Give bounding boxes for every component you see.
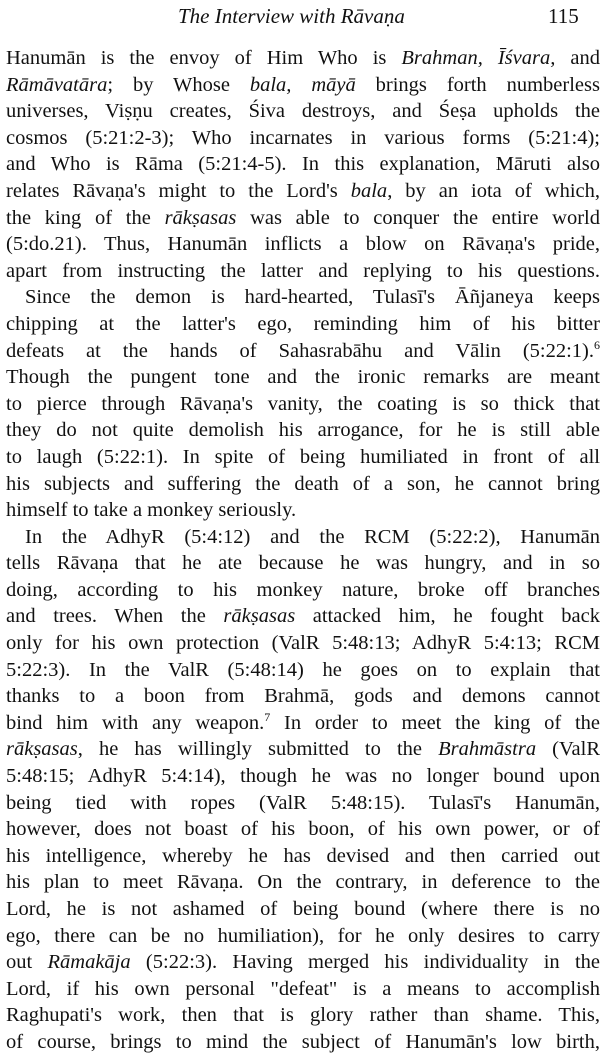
text-segment: Raghupati's work, then that is glory rather than shame. This, <box>6 1004 600 1027</box>
text-line <box>6 417 600 444</box>
text-segment: apart from instructing the latter and replying to his questions. <box>6 259 600 282</box>
italic-term: rākṣasas <box>164 206 237 229</box>
text-segment: his subjects and suffering the death of a son, he cannot bring <box>6 472 600 495</box>
text-line <box>6 710 600 737</box>
text-line <box>6 976 600 1003</box>
text-line <box>6 98 600 125</box>
text-line <box>6 205 600 232</box>
text-line <box>6 1002 600 1029</box>
text-segment: cosmos (5:21:2-3); Who incarnates in various forms (5:21:4); <box>6 126 600 149</box>
text-line <box>6 258 600 285</box>
text-line <box>6 125 600 152</box>
text-segment: ; by Whose <box>107 73 250 96</box>
text-segment: (5:22:3). Having merged his individuality in the <box>130 951 600 974</box>
text-segment: himself to take a monkey seriously. <box>6 499 297 522</box>
text-line <box>6 45 600 72</box>
text-segment: defeats at the hands of Sahasrabāhu and Vālin (5:22:1). <box>6 339 594 362</box>
text-line <box>6 497 600 524</box>
italic-term: bala <box>350 179 388 202</box>
text-line <box>6 630 600 657</box>
text-segment: (5:do.21). Thus, Hanumān inflicts a blow on Rāvaṇa's pride, <box>6 233 600 256</box>
text-line <box>6 603 600 630</box>
body-text <box>6 45 600 1056</box>
text-segment: ego, there can be no humiliation), for he only desires to carry <box>6 924 600 947</box>
text-line <box>6 550 600 577</box>
italic-term: Brahmāstra <box>438 738 537 761</box>
text-line <box>6 338 600 365</box>
text-segment: attacked him, he fought back <box>295 605 600 628</box>
text-line <box>6 577 600 604</box>
text-line <box>6 816 600 843</box>
text-segment: of course, brings to mind the subject of Hanumān's low birth, <box>6 1030 600 1053</box>
italic-term: Rāmakāja <box>47 951 131 974</box>
text-segment: Hanumān is the envoy of Him Who is <box>6 47 402 69</box>
page-number: 115 <box>548 4 579 28</box>
text-segment: relates Rāvaṇa's might to the Lord's <box>6 179 351 202</box>
text-line <box>6 364 600 391</box>
text-segment: universes, Viṣṇu creates, Śiva destroys, and Śeṣa upholds the <box>6 100 600 123</box>
italic-term: rākṣasas <box>223 605 296 628</box>
text-segment: his intelligence, whereby he has devised and then carried out <box>6 844 600 867</box>
text-line <box>6 657 600 684</box>
running-head <box>0 0 600 34</box>
text-segment: 5:22:3). In the ValR (5:48:14) he goes on to explain that <box>6 658 600 681</box>
text-segment: tells Rāvaṇa that he ate because he was hungry, and in so <box>6 552 600 575</box>
text-line <box>6 311 600 338</box>
text-segment: his plan to meet Rāvaṇa. On the contrary, in deference to the <box>6 871 600 894</box>
text-line <box>6 231 600 258</box>
text-segment: brings forth numberless <box>355 73 600 96</box>
text-segment: to pierce through Rāvaṇa's vanity, the coating is so thick that <box>6 392 600 415</box>
text-line <box>6 790 600 817</box>
text-line <box>6 896 600 923</box>
text-segment: 5:48:15; AdhyR 5:4:14), though he was no longer bound upon <box>6 765 600 788</box>
text-segment: (ValR <box>536 738 600 761</box>
text-line <box>6 869 600 896</box>
text-segment: , by an iota of which, <box>387 179 600 202</box>
text-line <box>6 683 600 710</box>
text-line <box>6 923 600 950</box>
italic-term: Brahman, Īśvara, <box>401 47 556 69</box>
text-line <box>6 72 600 99</box>
text-segment: the king of the <box>6 206 165 229</box>
text-segment: and <box>555 47 600 69</box>
text-segment: bind him with any weapon. <box>6 711 265 734</box>
text-segment: , he has willingly submitted to the <box>77 738 439 761</box>
italic-term: rākṣasas <box>6 738 78 761</box>
text-line <box>6 1029 600 1056</box>
text-segment: being tied with ropes (ValR 5:48:15). Tulasī's Hanumān, <box>6 791 600 814</box>
text-line <box>6 843 600 870</box>
text-segment: and trees. When the <box>6 605 224 628</box>
footnote-marker: 6 <box>594 337 600 352</box>
italic-term: bala, māyā <box>249 73 356 96</box>
text-segment: out <box>6 951 48 974</box>
text-segment: In the AdhyR (5:4:12) and the RCM (5:22:2), Hanumān <box>25 525 600 548</box>
text-line <box>6 471 600 498</box>
text-segment: however, does not boast of his boon, of his own power, or of <box>6 818 600 841</box>
text-segment: In order to meet the king of the <box>270 711 600 734</box>
text-segment: and Who is Rāma (5:21:4-5). In this explanation, Māruti also <box>6 153 600 176</box>
text-line <box>6 391 600 418</box>
italic-term: Rāmāvatāra <box>6 73 108 96</box>
text-line <box>6 444 600 471</box>
text-line <box>6 736 600 763</box>
text-segment: was able to conquer the entire world <box>236 206 600 229</box>
text-segment: only for his own protection (ValR 5:48:13; AdhyR 5:4:13; RCM <box>6 632 600 655</box>
text-line <box>6 763 600 790</box>
text-line <box>6 949 600 976</box>
text-segment: Lord, if his own personal "defeat" is a means to accomplish <box>6 977 600 1000</box>
text-segment: doing, according to his monkey nature, broke off branches <box>6 578 600 601</box>
text-segment: chipping at the latter's ego, reminding him of his bitter <box>6 312 600 335</box>
running-title: The Interview with Rāvaṇa <box>178 4 405 28</box>
text-segment: Since the demon is hard-hearted, Tulasī's Āñjaneya keeps <box>25 286 600 309</box>
text-segment: Lord, he is not ashamed of being bound (where there is no <box>6 898 600 920</box>
text-line <box>6 284 600 311</box>
text-segment: thanks to a boon from Brahmā, gods and demons cannot <box>6 685 600 708</box>
text-line <box>6 524 600 551</box>
text-line <box>6 178 600 205</box>
footnote-marker: 7 <box>264 710 271 725</box>
text-line <box>6 151 600 178</box>
text-segment: they do not quite demolish his arrogance, for he is still able <box>6 419 600 442</box>
text-segment: to laugh (5:22:1). In spite of being humiliated in front of all <box>6 445 600 468</box>
text-segment: Though the pungent tone and the ironic remarks are meant <box>6 366 600 389</box>
